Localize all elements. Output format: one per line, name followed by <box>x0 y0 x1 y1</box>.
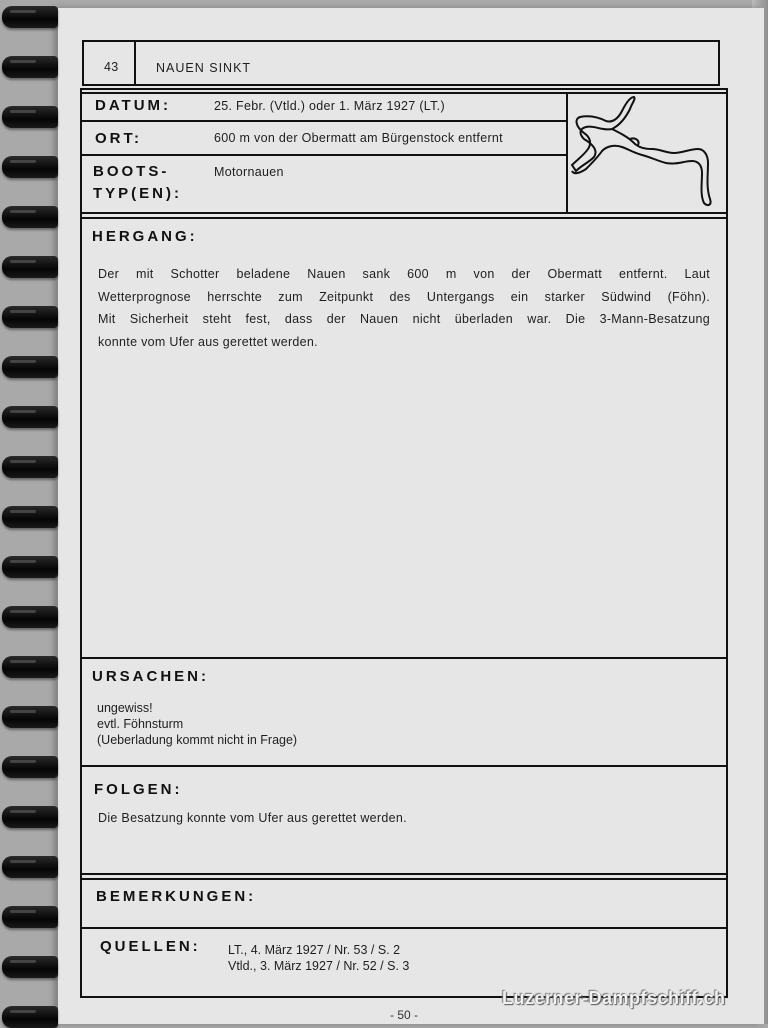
ursachen-label: URSACHEN: <box>92 668 209 685</box>
binding-coil <box>2 606 58 628</box>
folgen-label: FOLGEN: <box>94 781 183 798</box>
ort-value: 600 m von der Obermatt am Bürgenstock entfernt <box>214 131 503 145</box>
hergang-line: konnte vom Ufer aus gerettet werden. <box>98 334 318 349</box>
bemerkungen-top-line-2 <box>80 878 728 880</box>
row-divider-2 <box>80 154 568 156</box>
ursachen-line: (Ueberladung kommt nicht in Frage) <box>97 733 298 747</box>
binding-coil <box>2 106 58 128</box>
datum-label: DATUM: <box>95 97 172 114</box>
bootstyp-label-line1: BOOTS- <box>93 163 170 180</box>
ursachen-line: evtl. Föhnsturm <box>97 717 184 731</box>
bemerkungen-top-line <box>80 873 728 875</box>
binding-coil <box>2 156 58 178</box>
binding-coil <box>2 556 58 578</box>
ursachen-line: ungewiss! <box>97 701 153 715</box>
page-number: - 50 - <box>390 1008 419 1022</box>
record-number: 43 <box>104 60 119 74</box>
quellen-label: QUELLEN: <box>100 938 201 955</box>
binding-coil <box>2 856 58 878</box>
quellen-line: LT., 4. März 1927 / Nr. 53 / S. 2 <box>228 943 401 957</box>
header-divider <box>134 40 136 86</box>
bootstyp-value: Motornauen <box>214 165 284 179</box>
spiral-binding <box>0 0 62 1024</box>
hergang-line: Wetterprognose herrschte zum Zeitpunkt des Untergangs ein starker Südwind (Föhn). <box>98 289 710 304</box>
binding-coil <box>2 656 58 678</box>
binding-coil <box>2 406 58 428</box>
watermark: Luzerner-Dampfschiff.ch <box>502 988 726 1008</box>
binding-coil <box>2 56 58 78</box>
main-frame <box>80 88 728 998</box>
lake-map-icon <box>568 93 720 211</box>
binding-coil <box>2 706 58 728</box>
ort-label: ORT: <box>95 130 142 147</box>
binding-coil <box>2 906 58 928</box>
binding-coil <box>2 256 58 278</box>
quellen-top-line <box>80 927 728 929</box>
record-title: NAUEN SINKT <box>156 61 252 75</box>
datum-value: 25. Febr. (Vtld.) oder 1. März 1927 (LT.) <box>214 99 445 113</box>
ursachen-top-line <box>80 657 728 659</box>
binding-coil <box>2 756 58 778</box>
bemerkungen-label: BEMERKUNGEN: <box>96 888 257 905</box>
quellen-text <box>228 942 409 974</box>
hergang-line: Der mit Schotter beladene Nauen sank 600 m von der Obermatt entfernt. Laut <box>98 267 710 281</box>
binding-coil <box>2 1006 58 1028</box>
binding-coil <box>2 306 58 328</box>
hergang-text <box>98 263 710 353</box>
info-bottom-line-2 <box>80 217 728 219</box>
row-divider-1 <box>80 120 568 122</box>
hergang-label: HERGANG: <box>92 228 198 245</box>
binding-coil <box>2 456 58 478</box>
binding-coil <box>2 356 58 378</box>
binding-coil <box>2 806 58 828</box>
hergang-line: Mit Sicherheit steht fest, dass der Nauen nicht überladen war. Die 3-Mann-Besatzung <box>98 312 710 326</box>
folgen-top-line <box>80 765 728 767</box>
folgen-value: Die Besatzung konnte vom Ufer aus gerettet werden. <box>98 811 407 825</box>
binding-coil <box>2 206 58 228</box>
binding-coil <box>2 506 58 528</box>
binding-coil <box>2 6 58 28</box>
quellen-line: Vtld., 3. März 1927 / Nr. 52 / S. 3 <box>228 959 410 973</box>
binding-coil <box>2 956 58 978</box>
bootstyp-label-line2: TYP(EN): <box>93 185 182 202</box>
info-bottom-line <box>80 212 728 214</box>
ursachen-text <box>97 700 297 748</box>
